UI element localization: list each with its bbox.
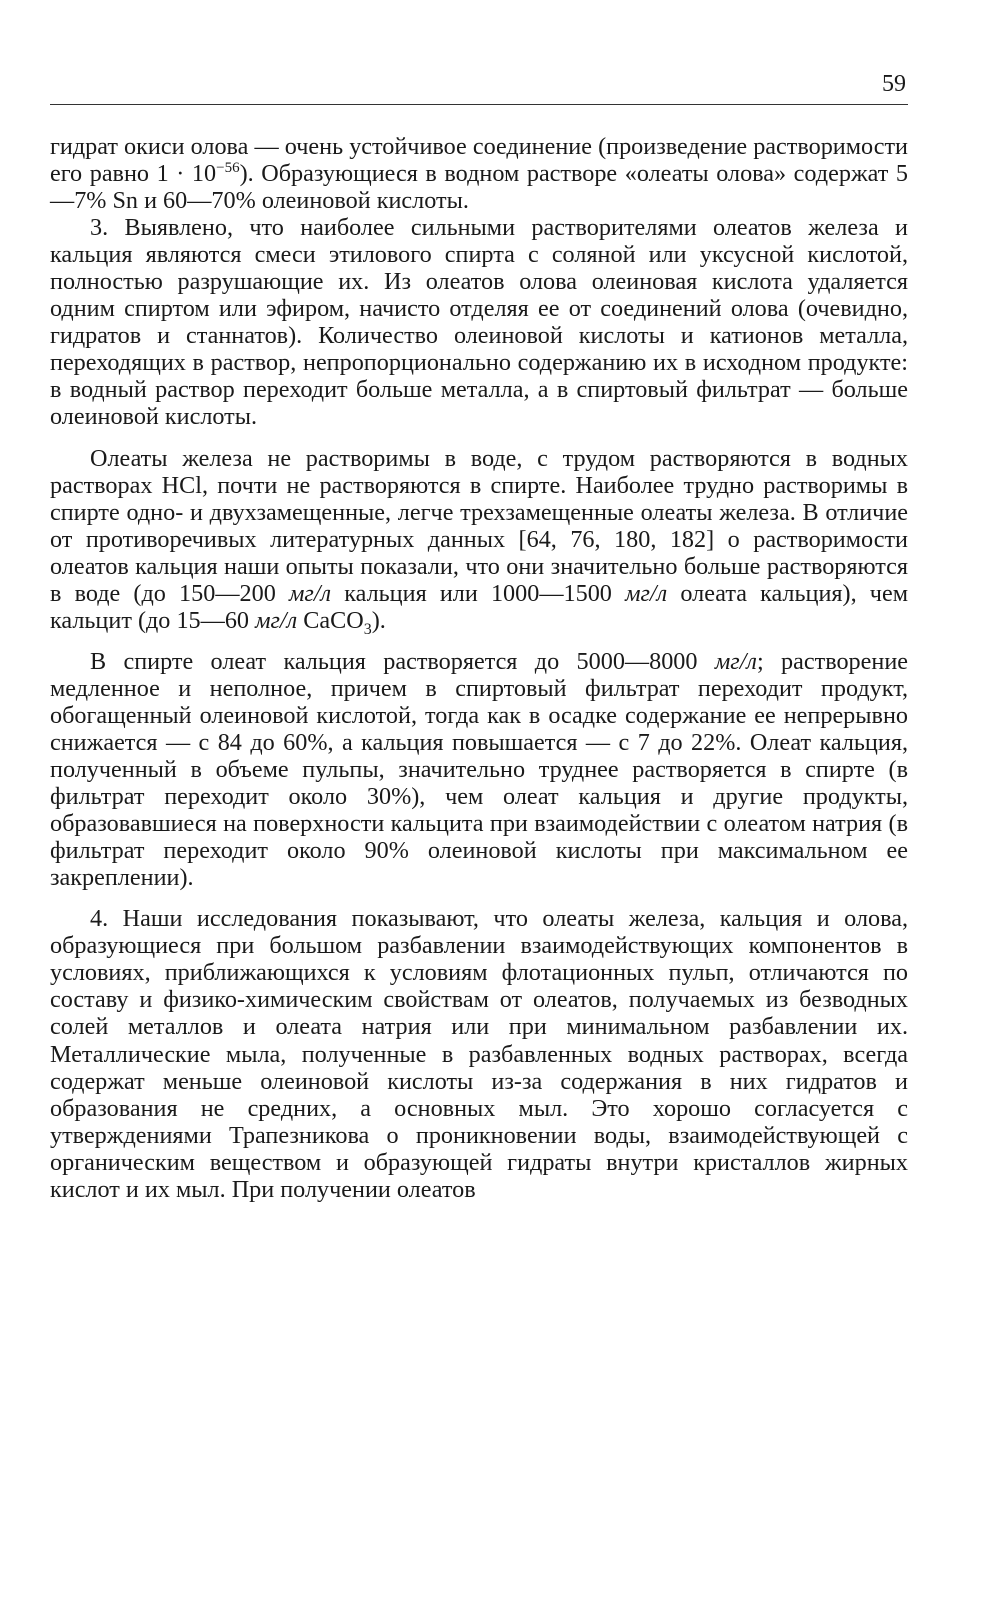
unit-mg-per-l: мг/л — [714, 647, 757, 675]
header-rule — [50, 104, 908, 105]
exponent: −56 — [216, 159, 240, 176]
paragraph-5: 4. Наши исследования показывают, что олеаты железа, кальция и олова, образующиеся при большом разбавлении взаимодействующих компонентов в условиях, приближающихся к условиям флотационных пульп, отличаются по составу и физико-химическим свойствам от олеатов, получаемых из безводных солей металлов и олеата натрия или при минимальном разбавлении их. Металлические мыла, полученные в разбавленных водных растворах, всегда содержат меньше олеиновой кислоты из-за содержания в них гидратов и образования не средних, а основных мыл. Это хорошо согласуется с утверждениями Трапезникова о проникновении воды, взаимодействующей с органическим веществом и образующей гидраты внутри кристаллов жирных кислот и их мыл. При получении олеатов — [50, 905, 908, 1203]
paragraph-3-text-a: Олеаты железа не растворимы в воде, с трудом растворяются в водных растворах HCl, почти не растворяются в спирте. Наиболее трудно растворимы в спирте одно- и двухзамещенные, легче трехзамещенные олеаты железа. В отличие от противоречивых литературных данных [64, 76, 180, 182] о растворимости олеатов кальция наши опыты показали, что они значительно больше растворяются в воде (до 150—200 — [50, 444, 908, 607]
unit-mg-per-l: мг/л — [255, 606, 298, 634]
unit-mg-per-l: мг/л — [625, 579, 668, 607]
paragraph-1-text-a: гидрат окиси олова — очень устойчивое соединение (произведение растворимости его равно 1 · 10 — [50, 133, 908, 188]
paragraph-4-text-b: ; растворение медленное и неполное, причем в спиртовый фильтрат переходит продукт, обогащенный олеиновой кислотой, тогда как в осадке содержание ее непрерывно снижается — с 84 до 60%, а кальция повышается — с 7 до 22%. Олеат кальция, полученный в объеме пульпы, значительно труднее растворяется в спирте (в фильтрат переходит около 30%), чем олеат кальция и другие продукты, образовавшиеся на поверхности кальцита при взаимодействии с олеатом натрия (в фильтрат переходит около 90% олеиновой кислоты при максимальном ее закреплении). — [50, 647, 908, 892]
paragraph-4-text-a: В спирте олеат кальция растворяется до 5000—8000 — [90, 647, 715, 675]
paragraph-3-text-b: кальция или 1000—1500 — [331, 579, 626, 607]
paragraph-3-text-c: олеата кальция), чем кальцит (до 15—60 — [50, 579, 909, 634]
body-text — [50, 133, 908, 1203]
subscript: 3 — [363, 620, 372, 638]
paragraph-3-text-d: CaCO — [297, 606, 364, 634]
paragraph-3 — [50, 444, 909, 638]
paragraph-1 — [50, 133, 908, 214]
unit-mg-per-l: мг/л — [288, 579, 332, 607]
paragraph-1-text-b: ). Образующиеся в водном растворе «олеаты олова» содержат 5—7% Sn и 60—70% олеиновой кислоты. — [50, 160, 909, 215]
paragraph-4 — [50, 648, 908, 891]
paragraph-2: 3. Выявлено, что наиболее сильными растворителями олеатов железа и кальция являются смеси этилового спирта с соляной или уксусной кислотой, полностью разрушающие их. Из олеатов олова олеиновая кислота удаляется одним спиртом или эфиром, начисто отделяя ее от соединений олова (очевидно, гидратов и станнатов). Количество олеиновой кислоты и катионов металла, переходящих в раствор, непропорционально содержанию их в исходном продукте: в водный раствор переходит больше металла, а в спиртовый фильтрат — больше олеиновой кислоты. — [50, 214, 908, 431]
page-number: 59 — [882, 71, 906, 97]
paragraph-3-text-e: ). — [371, 606, 386, 634]
